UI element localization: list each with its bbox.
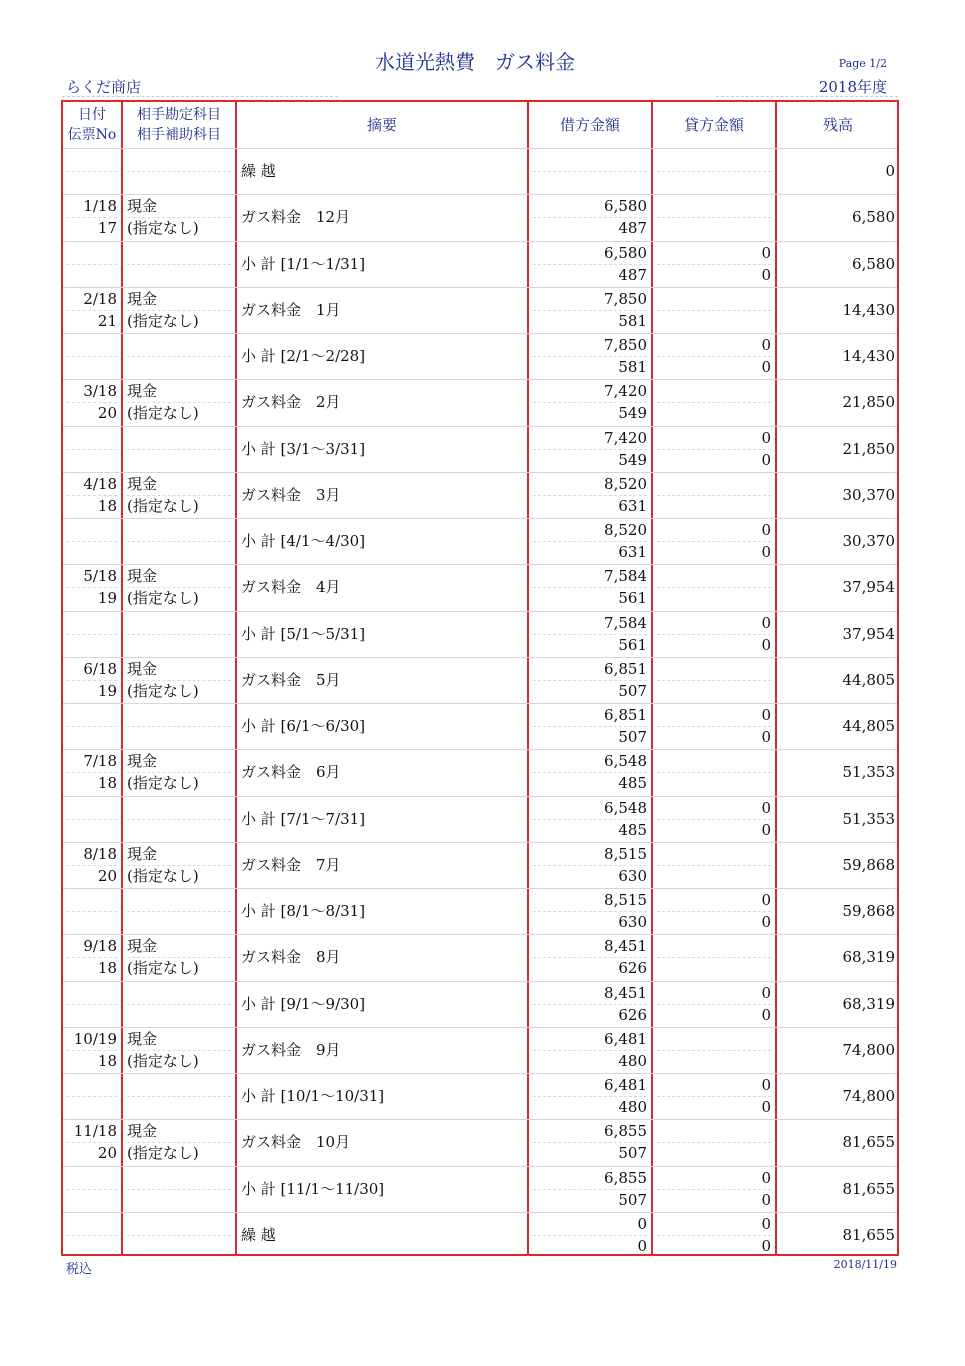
sub-account-name: (指定なし) xyxy=(127,1144,199,1163)
entry-description: ガス料金 4月 xyxy=(241,578,341,597)
debit-tax: 581 xyxy=(618,311,647,330)
entry-description: ガス料金 2月 xyxy=(241,393,341,412)
half-separator xyxy=(127,449,231,450)
row-separator xyxy=(63,657,897,658)
half-separator xyxy=(67,264,117,265)
entry-description: ガス料金 12月 xyxy=(241,208,351,227)
debit-tax: 485 xyxy=(618,774,647,793)
row-separator xyxy=(63,934,897,935)
balance-amount: 14,430 xyxy=(842,300,895,319)
credit-amount: 0 xyxy=(761,1168,771,1187)
credit-amount: 0 xyxy=(761,706,771,724)
half-separator xyxy=(67,1004,117,1005)
balance-amount: 6,580 xyxy=(852,208,895,227)
row-separator xyxy=(63,703,897,704)
half-separator xyxy=(657,957,771,958)
row-separator xyxy=(63,426,897,427)
entry-date: 8/18 xyxy=(83,844,117,863)
half-separator xyxy=(127,171,231,172)
sub-account-name: (指定なし) xyxy=(127,404,199,423)
half-separator xyxy=(127,264,231,265)
debit-tax: 507 xyxy=(618,681,647,700)
debit-amount: 7,850 xyxy=(604,289,647,308)
half-separator xyxy=(657,1142,771,1143)
account-name: 現金 xyxy=(127,567,158,586)
balance-amount: 30,370 xyxy=(842,532,895,550)
half-separator xyxy=(67,1189,117,1190)
row-separator xyxy=(63,1027,897,1028)
entry-description: ガス料金 9月 xyxy=(241,1040,341,1059)
balance-amount: 37,954 xyxy=(842,578,895,597)
debit-tax: 487 xyxy=(618,219,647,238)
carry-forward-label: 繰 越 xyxy=(241,162,276,180)
account-name: 現金 xyxy=(127,289,158,308)
debit-amount: 7,584 xyxy=(604,613,647,632)
debit-amount: 7,420 xyxy=(604,428,647,447)
row-separator xyxy=(63,1119,897,1120)
credit-amount: 0 xyxy=(761,336,771,354)
row-separator xyxy=(63,842,897,843)
balance-amount: 37,954 xyxy=(842,624,895,643)
balance-amount: 44,805 xyxy=(842,670,895,689)
row-separator xyxy=(63,1073,897,1074)
voucher-number: 20 xyxy=(97,1144,117,1163)
debit-amount: 6,851 xyxy=(604,706,647,724)
header-debit: 借方金額 xyxy=(559,116,620,134)
half-separator xyxy=(127,1189,231,1190)
sub-account-name: (指定なし) xyxy=(127,219,199,238)
half-separator xyxy=(657,587,771,588)
debit-tax: 487 xyxy=(618,265,647,284)
entry-description: ガス料金 1月 xyxy=(241,300,341,319)
voucher-number: 18 xyxy=(97,774,117,793)
balance-amount: 81,655 xyxy=(842,1133,895,1152)
debit-tax: 630 xyxy=(618,866,647,885)
col-divider xyxy=(235,102,237,1254)
half-separator xyxy=(67,1096,117,1097)
debit-amount: 6,580 xyxy=(604,197,647,216)
report-title: 水道光熱費 ガス料金 xyxy=(375,50,575,74)
half-separator xyxy=(127,726,231,727)
row-separator xyxy=(63,888,897,889)
debit-tax: 549 xyxy=(618,404,647,423)
credit-tax: 0 xyxy=(761,635,771,654)
entry-description: ガス料金 7月 xyxy=(241,855,341,874)
account-name: 現金 xyxy=(127,1029,158,1048)
balance-amount: 44,805 xyxy=(842,717,895,735)
half-separator xyxy=(657,1050,771,1051)
entry-date: 4/18 xyxy=(83,474,117,493)
half-separator xyxy=(657,402,771,403)
header-credit: 貸方金額 xyxy=(683,116,744,134)
sub-account-name: (指定なし) xyxy=(127,681,199,700)
debit-amount: 7,850 xyxy=(604,336,647,354)
entry-date: 10/19 xyxy=(73,1029,117,1048)
account-name: 現金 xyxy=(127,474,158,493)
credit-tax: 0 xyxy=(761,1236,771,1255)
credit-tax: 0 xyxy=(761,358,771,376)
col-divider xyxy=(121,102,123,1254)
credit-amount: 0 xyxy=(761,243,771,262)
header-balance: 残高 xyxy=(822,116,853,134)
half-separator xyxy=(657,171,771,172)
credit-amount: 0 xyxy=(761,891,771,909)
half-separator xyxy=(67,449,117,450)
half-separator xyxy=(127,1096,231,1097)
half-separator xyxy=(67,171,117,172)
credit-amount: 0 xyxy=(761,428,771,447)
debit-amount: 8,520 xyxy=(604,521,647,539)
company-underline xyxy=(62,96,338,97)
debit-tax: 480 xyxy=(618,1051,647,1070)
balance-amount: 74,800 xyxy=(842,1040,895,1059)
debit-amount: 6,481 xyxy=(604,1076,647,1094)
row-separator xyxy=(63,241,897,242)
debit-amount: 8,520 xyxy=(604,474,647,493)
voucher-number: 20 xyxy=(97,404,117,423)
balance-amount: 21,850 xyxy=(842,393,895,412)
account-name: 現金 xyxy=(127,659,158,678)
ledger-table xyxy=(61,100,899,1256)
tax-note: 税込 xyxy=(66,1262,93,1277)
debit-tax: 626 xyxy=(618,959,647,978)
credit-tax: 0 xyxy=(761,1190,771,1209)
entry-date: 3/18 xyxy=(83,382,117,401)
debit-amount: 8,451 xyxy=(604,937,647,956)
half-separator xyxy=(127,356,231,357)
header-account: 相手勘定科目 相手補助科目 xyxy=(137,107,221,143)
row-separator xyxy=(63,148,897,149)
row-separator xyxy=(63,796,897,797)
entry-date: 7/18 xyxy=(83,752,117,771)
account-name: 現金 xyxy=(127,937,158,956)
row-separator xyxy=(63,379,897,380)
credit-tax: 0 xyxy=(761,543,771,561)
credit-amount: 0 xyxy=(761,1214,771,1233)
debit-tax: 631 xyxy=(618,543,647,561)
sub-account-name: (指定なし) xyxy=(127,959,199,978)
debit-amount: 8,451 xyxy=(604,983,647,1002)
credit-tax: 0 xyxy=(761,1005,771,1024)
credit-tax: 0 xyxy=(761,820,771,839)
balance-amount: 81,655 xyxy=(842,1225,895,1244)
subtotal-label: 小 計 [6/1～6/30] xyxy=(241,717,366,735)
debit-amount: 7,584 xyxy=(604,567,647,586)
row-separator xyxy=(63,518,897,519)
balance-amount: 0 xyxy=(885,162,895,180)
sub-account-name: (指定なし) xyxy=(127,774,199,793)
balance-amount: 81,655 xyxy=(842,1179,895,1198)
debit-tax: 561 xyxy=(618,589,647,608)
debit-amount: 6,855 xyxy=(604,1168,647,1187)
voucher-number: 19 xyxy=(97,681,117,700)
company-name: らくだ商店 xyxy=(66,78,142,96)
row-separator xyxy=(63,1212,897,1213)
debit-tax: 507 xyxy=(618,728,647,746)
credit-amount: 0 xyxy=(761,983,771,1002)
balance-amount: 51,353 xyxy=(842,809,895,828)
row-separator xyxy=(63,194,897,195)
debit-tax: 630 xyxy=(618,913,647,931)
row-separator xyxy=(63,1166,897,1167)
voucher-number: 21 xyxy=(97,311,117,330)
balance-amount: 51,353 xyxy=(842,763,895,782)
voucher-number: 18 xyxy=(97,496,117,515)
balance-amount: 74,800 xyxy=(842,1087,895,1105)
entry-description: ガス料金 8月 xyxy=(241,948,341,967)
debit-tax: 485 xyxy=(618,820,647,839)
balance-amount: 59,868 xyxy=(842,902,895,920)
balance-amount: 68,319 xyxy=(842,994,895,1013)
entry-date: 6/18 xyxy=(83,659,117,678)
balance-amount: 14,430 xyxy=(842,347,895,365)
subtotal-label: 小 計 [1/1～1/31] xyxy=(241,254,366,273)
half-separator xyxy=(127,819,231,820)
subtotal-label: 小 計 [9/1～9/30] xyxy=(241,994,366,1013)
credit-amount: 0 xyxy=(761,613,771,632)
debit-tax: 626 xyxy=(618,1005,647,1024)
half-separator xyxy=(67,911,117,912)
sub-account-name: (指定なし) xyxy=(127,589,199,608)
print-date: 2018/11/19 xyxy=(833,1258,897,1271)
debit-tax: 549 xyxy=(618,450,647,469)
half-separator xyxy=(67,819,117,820)
sub-account-name: (指定なし) xyxy=(127,311,199,330)
half-separator xyxy=(127,541,231,542)
account-name: 現金 xyxy=(127,382,158,401)
half-separator xyxy=(657,680,771,681)
subtotal-label: 小 計 [3/1～3/31] xyxy=(241,439,366,458)
entry-description: ガス料金 10月 xyxy=(241,1133,351,1152)
debit-tax: 0 xyxy=(637,1236,647,1255)
half-separator xyxy=(657,772,771,773)
debit-amount: 0 xyxy=(637,1214,647,1233)
balance-amount: 21,850 xyxy=(842,439,895,458)
credit-tax: 0 xyxy=(761,913,771,931)
row-separator xyxy=(63,749,897,750)
row-separator xyxy=(63,333,897,334)
debit-amount: 6,548 xyxy=(604,798,647,817)
debit-tax: 507 xyxy=(618,1144,647,1163)
row-separator xyxy=(63,981,897,982)
fiscal-year: 2018年度 xyxy=(818,78,887,96)
balance-amount: 59,868 xyxy=(842,855,895,874)
entry-date: 9/18 xyxy=(83,937,117,956)
half-separator xyxy=(127,911,231,912)
account-name: 現金 xyxy=(127,1122,158,1141)
debit-amount: 6,855 xyxy=(604,1122,647,1141)
credit-amount: 0 xyxy=(761,521,771,539)
voucher-number: 17 xyxy=(97,219,117,238)
subtotal-label: 小 計 [7/1～7/31] xyxy=(241,809,366,828)
debit-tax: 581 xyxy=(618,358,647,376)
half-separator xyxy=(657,217,771,218)
half-separator xyxy=(67,634,117,635)
carry-forward-label: 繰 越 xyxy=(241,1225,276,1244)
debit-amount: 7,420 xyxy=(604,382,647,401)
account-name: 現金 xyxy=(127,752,158,771)
subtotal-label: 小 計 [10/1～10/31] xyxy=(241,1087,385,1105)
half-separator xyxy=(127,1235,231,1236)
voucher-number: 19 xyxy=(97,589,117,608)
half-separator xyxy=(127,1004,231,1005)
debit-tax: 631 xyxy=(618,496,647,515)
sub-account-name: (指定なし) xyxy=(127,866,199,885)
half-separator xyxy=(67,356,117,357)
debit-tax: 507 xyxy=(618,1190,647,1209)
account-name: 現金 xyxy=(127,844,158,863)
half-separator xyxy=(657,495,771,496)
subtotal-label: 小 計 [4/1～4/30] xyxy=(241,532,366,550)
half-separator xyxy=(533,171,647,172)
entry-description: ガス料金 5月 xyxy=(241,670,341,689)
half-separator xyxy=(67,541,117,542)
entry-date: 5/18 xyxy=(83,567,117,586)
debit-tax: 480 xyxy=(618,1098,647,1116)
account-name: 現金 xyxy=(127,197,158,216)
debit-amount: 6,548 xyxy=(604,752,647,771)
subtotal-label: 小 計 [8/1～8/31] xyxy=(241,902,366,920)
balance-amount: 68,319 xyxy=(842,948,895,967)
page-number: Page 1/2 xyxy=(838,57,887,70)
credit-tax: 0 xyxy=(761,450,771,469)
credit-amount: 0 xyxy=(761,1076,771,1094)
entry-date: 11/18 xyxy=(73,1122,117,1141)
half-separator xyxy=(127,634,231,635)
debit-amount: 6,851 xyxy=(604,659,647,678)
row-separator xyxy=(63,564,897,565)
half-separator xyxy=(67,1235,117,1236)
voucher-number: 18 xyxy=(97,1051,117,1070)
debit-amount: 8,515 xyxy=(604,891,647,909)
credit-amount: 0 xyxy=(761,798,771,817)
half-separator xyxy=(657,865,771,866)
header-date: 日付 伝票No xyxy=(67,107,117,143)
entry-date: 1/18 xyxy=(83,197,117,216)
sub-account-name: (指定なし) xyxy=(127,1051,199,1070)
row-separator xyxy=(63,287,897,288)
voucher-number: 20 xyxy=(97,866,117,885)
credit-tax: 0 xyxy=(761,728,771,746)
entry-description: ガス料金 3月 xyxy=(241,485,341,504)
subtotal-label: 小 計 [5/1～5/31] xyxy=(241,624,366,643)
row-separator xyxy=(63,611,897,612)
row-separator xyxy=(63,472,897,473)
sub-account-name: (指定なし) xyxy=(127,496,199,515)
subtotal-label: 小 計 [11/1～11/30] xyxy=(241,1179,385,1198)
debit-tax: 561 xyxy=(618,635,647,654)
header-description: 摘要 xyxy=(366,116,397,134)
entry-date: 2/18 xyxy=(83,289,117,308)
subtotal-label: 小 計 [2/1～2/28] xyxy=(241,347,366,365)
entry-description: ガス料金 6月 xyxy=(241,763,341,782)
half-separator xyxy=(657,310,771,311)
balance-amount: 30,370 xyxy=(842,485,895,504)
credit-tax: 0 xyxy=(761,265,771,284)
half-separator xyxy=(67,726,117,727)
voucher-number: 18 xyxy=(97,959,117,978)
credit-tax: 0 xyxy=(761,1098,771,1116)
balance-amount: 6,580 xyxy=(852,254,895,273)
debit-amount: 6,481 xyxy=(604,1029,647,1048)
debit-amount: 6,580 xyxy=(604,243,647,262)
year-underline xyxy=(716,96,898,97)
debit-amount: 8,515 xyxy=(604,844,647,863)
